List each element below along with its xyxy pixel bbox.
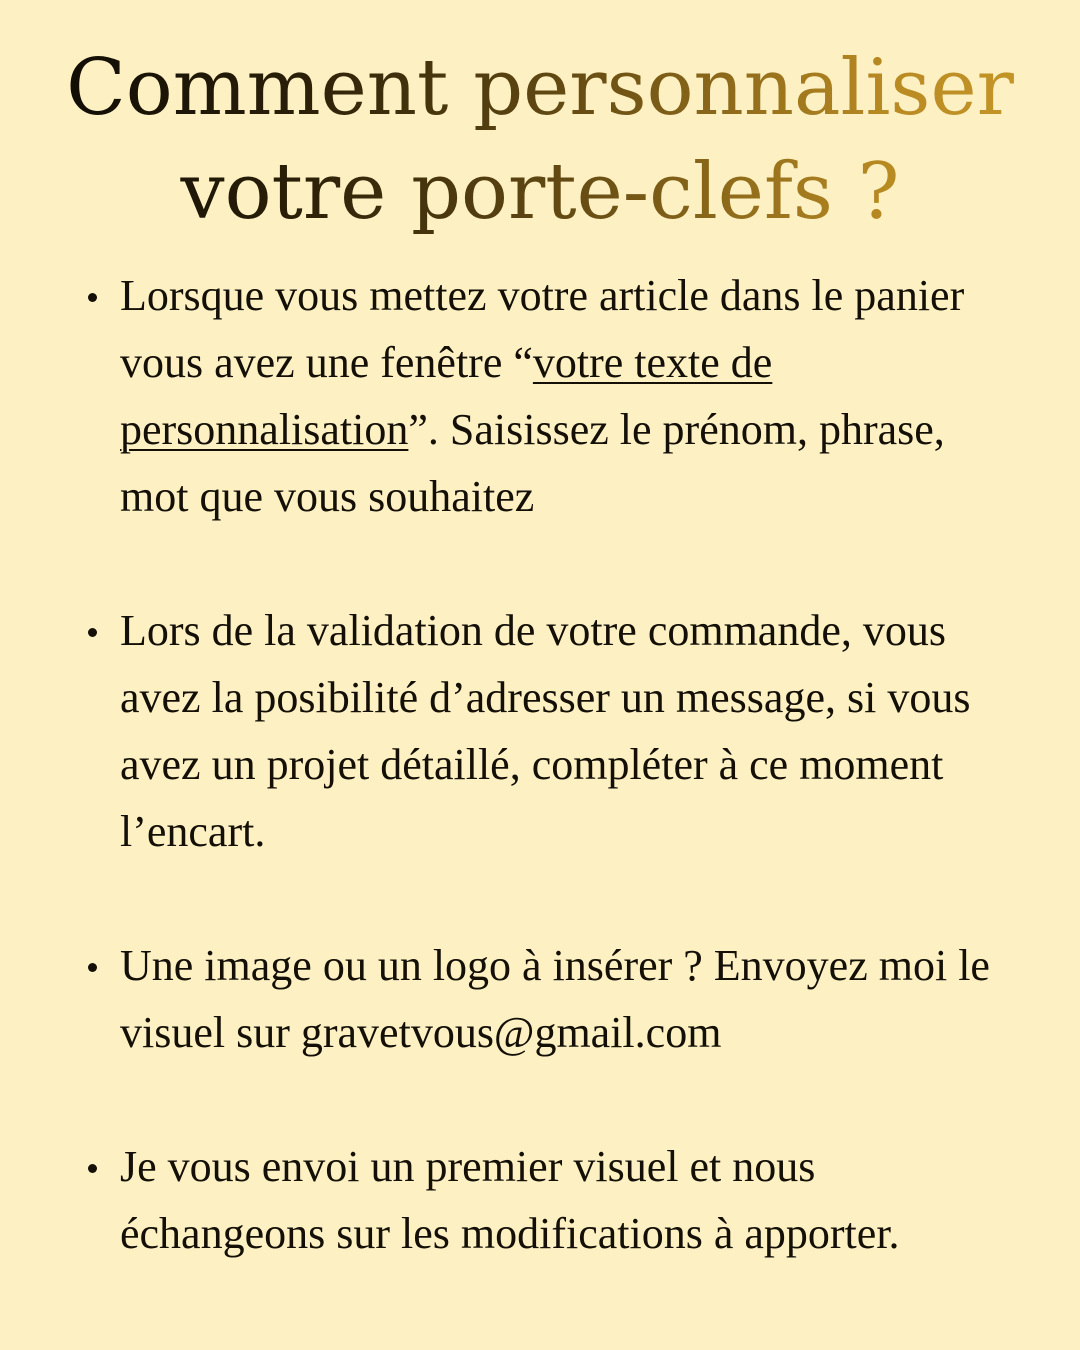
bullet-text [120, 262, 1024, 530]
list-item [84, 597, 1024, 865]
bullet-text: Lors de la validation de votre commande, vous avez la posibilité d’adresser un message, si vous avez un projet détaillé, compléter à ce moment l’encart. [120, 606, 971, 856]
page-title [0, 36, 1080, 244]
list-item [84, 1133, 1024, 1267]
bullet-text: Une image ou un logo à insérer ? Envoyez moi le visuel sur gravetvous@gmail.com [120, 941, 990, 1057]
title-word-comment: Comment [66, 43, 474, 133]
bullet-text: Je vous envoi un premier visuel et nous échangeons sur les modifications à apporter. [120, 1142, 900, 1258]
bullet-text-part: Lorsque vous mettez votre article dans le panier vous avez une fenêtre “ [120, 271, 965, 387]
title-line-2: votre porte-clefs ? [180, 147, 900, 237]
personalization-field-name: votre texte de personnalisation [120, 338, 773, 454]
title-word-personnaliser: personnaliser [473, 43, 1014, 133]
bullet-text-part: ”. Saisissez le prénom, phrase, mot que vous souhaitez [120, 405, 945, 521]
list-item [84, 932, 1024, 1066]
instructions-list [84, 262, 1024, 1267]
list-item [84, 262, 1024, 530]
title-line-1 [0, 36, 1080, 140]
